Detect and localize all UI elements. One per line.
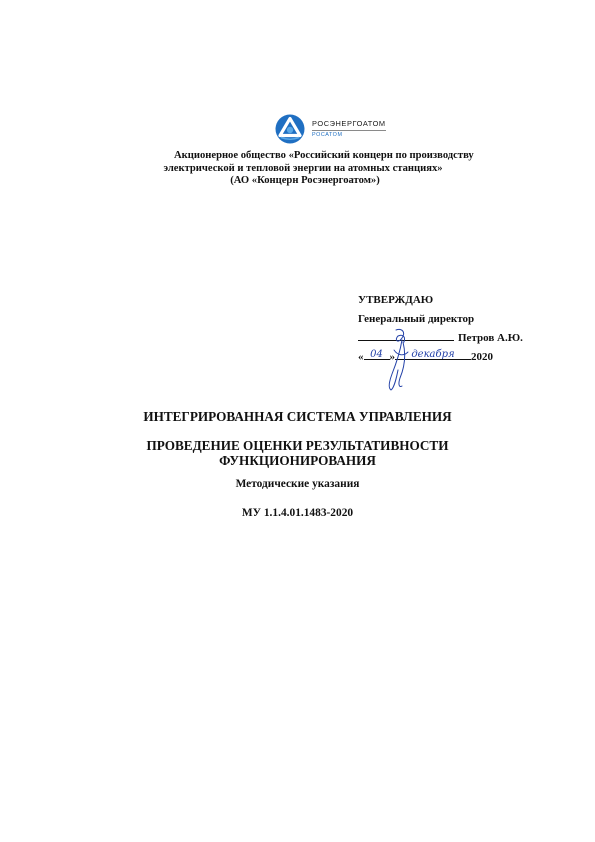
handwritten-signature <box>372 326 432 392</box>
approval-heading: УТВЕРЖДАЮ <box>358 294 434 306</box>
company-logo <box>275 114 386 144</box>
date-close-quote: » <box>389 351 395 363</box>
logo-name: РОСЭНЕРГОАТОМ <box>312 119 386 129</box>
logo-text <box>312 120 386 138</box>
system-title: ИНТЕГРИРОВАННАЯ СИСТЕМА УПРАВЛЕНИЯ <box>143 409 452 424</box>
document-title-line-2: ФУНКЦИОНИРОВАНИЯ <box>219 453 376 468</box>
document-code: МУ 1.1.4.01.1483-2020 <box>241 507 354 519</box>
date-open-quote: « <box>358 351 364 363</box>
organization-line-2: электрической и тепловой энергии на атомных станциях» <box>163 162 443 174</box>
date-year: 2020 <box>471 351 493 363</box>
document-type: Методические указания <box>235 478 360 490</box>
approver-position: Генеральный директор <box>358 313 475 325</box>
date-day-handwritten: 04 <box>370 349 383 360</box>
organization-name <box>150 150 474 188</box>
document-title <box>0 438 595 468</box>
document-title-line-1: ПРОВЕДЕНИЕ ОЦЕНКИ РЕЗУЛЬТАТИВНОСТИ <box>146 438 449 453</box>
organization-line-3: (АО «Концерн Росэнергоатом») <box>230 175 380 186</box>
logo-subtitle: РОСАТОМ <box>312 131 343 138</box>
date-month-handwritten: декабря <box>411 349 455 360</box>
rosatom-atom-icon <box>275 114 305 144</box>
approver-name: Петров А.Ю. <box>458 332 523 344</box>
organization-line-1: Акционерное общество «Российский концерн по производству <box>174 150 474 161</box>
logo-divider <box>312 130 386 131</box>
